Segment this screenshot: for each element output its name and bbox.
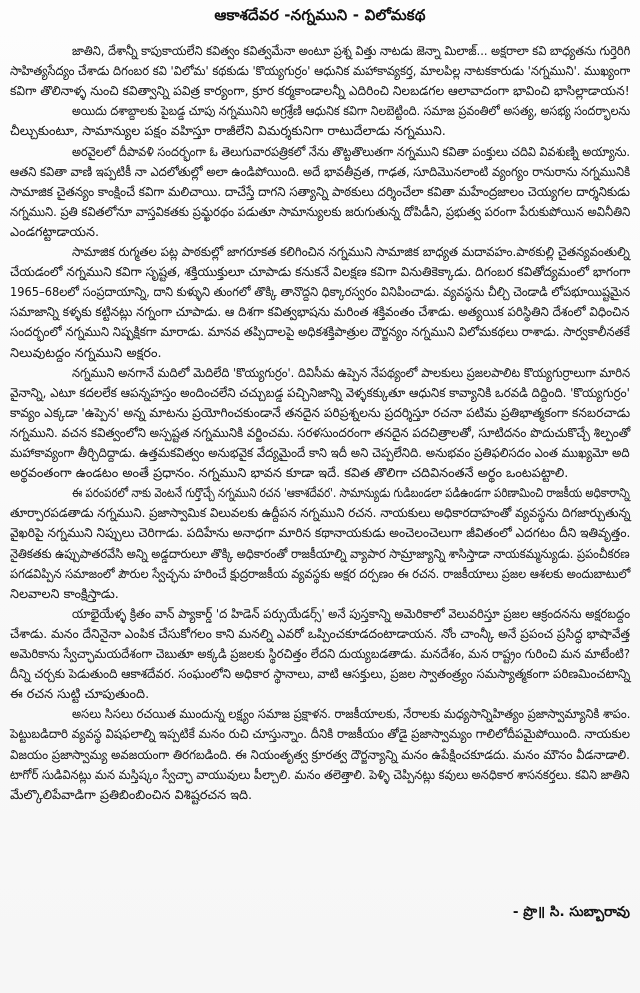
- text-line: వైనాన్ని, ఎటూ కదలలేక ఆపన్నహస్తం అందించలేని చచ్చుబడ్డ పచ్చినిజాన్ని వెళ్ళకక్కుతూ ఆధునిక కావ్యానికి ఒరవడి దిద్దింది. 'కొయ్యగుర్రం': [10, 385, 630, 401]
- text-line: టాగోర్ సుడివినట్లు మన మస్తిష్కం స్వేచ్ఛా వాయువులు పీల్చాలి. మనం తలెత్తాలి. పెళ్ళి చెప్పినట్లు కవులు అనధికార శాసనకర్తలు. కవిని జాతిని: [10, 767, 630, 783]
- text-line: సందర్భంలో నగ్నముని నిష్పక్షికగా మారాడు. మానవ తప్పిదాలపై అధికశక్తిపాత్రుల దౌర్జన్యం నగ్నముని విలోమకథలు రాశాడు. సార్వకాలీనతకే: [10, 325, 630, 341]
- text-line: నిలువుటద్దం నగ్నముని అక్షరం.: [10, 345, 162, 361]
- text-line: తూర్పారపడతాడు నగ్నముని. ప్రజాస్వామిక విలువలకు ఉద్దీపన నగ్నముని రచన. నాయకులు అధికారదాహంతో వ్యవస్థను దిగజార్చుతున్న: [10, 506, 631, 522]
- text-line: సమాజాన్ని కళ్ళకు కట్టినట్లు నగ్నంగా చూపాడు. ఆ దిశగా కవిత్వభాషను మరింత శక్తివంతం చేశాడు. అత్యయిక పరిస్థితిని దేశంలో విధించిన: [10, 305, 630, 321]
- text-line: దీన్ని చర్చకు పెడుతుంది ఆకాశదేవర. సంఘంలోని అధికార స్థానాలు, వాటి ఆసక్తులు, ప్రజల స్వాతంత్ర్యం సమస్యాత్మకంగా పరిణమించటాన్ని: [10, 667, 631, 683]
- text-line: నగ్నముని అనగానే మదిలో మెదిలేది 'కొయ్యగుర్రం'. దివిసీమ ఉప్పెన నేపథ్యంలో పాలకులు ప్రజలపాలిట కొయ్యగుర్రాలుగా మారిన: [72, 365, 631, 381]
- text-line: యాభైయేళ్ళ క్రితం వాన్ ప్యాకార్డ్ 'ద హిడెన్ పర్సుయేడర్స్' అనే పుస్తకాన్ని అమెరికాలో వెలువరిస్తూ ప్రజల ఆక్రందనను అక్షరబద్దం: [72, 606, 631, 622]
- text-line: నగ్నముని. ప్రతి కవితలోనూ వాస్తవికతకు ప్రమ్ఖరథం పడుతూ సామాన్యులకు జరుగుతున్న దోపిడీని, ప్రభుత్వ పరంగా పేరుకుపోయిన అవినీతిని: [10, 204, 631, 220]
- text-line: చేశాడు. మనం దేనినైనా ఎంపిక చేసుకోగలం కాని మనల్ని ఎవరో ఒప్పించకూడదంటాడాయన. నోం చాంన్కీ అనే ప్రపంచ ప్రసిద్ధ భాషావేత్త: [10, 626, 630, 642]
- text-line: కవిగా తొలినాళ్ళ నుంచి కవిత్వాన్ని పవిత్ర కార్యంగా, క్రూర కర్మకాండాలన్నీ ఎదిరించి నిలబడగల ఆలావాదంగా భావించి భాసిల్లాడాయన!: [10, 84, 630, 100]
- text-line: జాతిని, దేశాన్నీ కాపుకాయలేని కవిత్వం కవిత్వమేనా అంటూ ప్రశ్న విత్తు నాటడు జెన్నా మిలాజ్... అక్షరాలా కవి బాధ్యతను గుర్తెరిగి: [72, 44, 631, 59]
- text-line: చీల్చుకుంటూ, సామాన్యుల పక్షం వహిస్తూ రాజీలేని విమర్శకునిగా రాటుదేలాడు నగ్నముని.: [10, 124, 446, 140]
- text-line: వైఖరిపై నగ్నముని నిప్పులు చెరిగాడు. పదిహేను అనాధగా మారిన కథానాయకుడు అంచెలంచెలుగా జీవితంలో ఎదగటం దీని ఇతివృత్తం.: [10, 526, 631, 542]
- text-line: కావ్యం ఎక్కడా 'ఉప్పెన' అన్న మాటను ప్రయోగించకుండానే తనదైన పరిప్రశ్నలను ప్రదర్శిస్తూ రచనా పటిమ ప్రతిభాత్మకంగా కనబరచాడు: [10, 405, 631, 421]
- text-line: ఎండగట్టాడాయన.: [10, 224, 100, 240]
- text-line: అసలు సిసలు రచయిత ముందున్న లక్ష్యం సమాజ ప్రక్షాళన. రాజకీయాలకు, నేరాలకు మధ్యసాన్నిహిత్యం ప్రజాస్వామ్యానికి శాపం.: [72, 707, 631, 723]
- text-line: ఆతని కవితా వాణి ఇప్పటికీ నా ఎదలోతుల్లో అలా ఉండిపోయింది. అదే భావతీవ్రత, గాఢత, సూదిమొనలాంటి వ్యంగ్యం రానురాను నగ్నమునికి: [10, 164, 631, 180]
- text-line: సామాజిక చైతన్యం కాంక్షించే కవిగా మలిచాయి. దాచేస్తే దాగని సత్యాన్ని పాఠకులు దర్శించేలా కవితా మహేంద్రజాలం చెయ్యగల దార్శనికుడు: [10, 184, 630, 200]
- text-line: నైతికతకు ఉప్పుపాతరవేసి అన్ని అడ్డదారులూ తొక్కి అధికారంతో రాజకీయాల్ని వ్యాపార సామ్రాజ్యాన్ని శాసిస్తాడా నాయకమ్మన్యుడు. ప్రపంచీకరణ: [10, 546, 630, 562]
- text-line: పెట్టుబడిదారి వ్యవస్థ విషఫలాల్ని ఇప్పటికే మనం రుచి చూస్తున్నాం. దీనికి రాజకీయం తోడై ప్రజాస్వామ్యం గాలిలోదీపమైపోయింది. నాయకుల: [10, 727, 630, 743]
- text-line: అర్థవంతంగా ఉండటం అంతే ప్రధానం. నగ్నముని భావన కూడా ఇదే. కవిత తొలిగా చదివినంతనే అర్థం ఒంటపట్టాలి.: [10, 466, 569, 482]
- text-line: మేల్కొలిపేవాడిగా ప్రతిబింబించిన విశిష్టరచన ఇది.: [10, 787, 253, 803]
- text-line: ఈ రచన సుట్టి చూపుతుంది.: [10, 687, 150, 703]
- text-line: నగ్నముని. వచన కవిత్వంలోని అస్పష్టత నగ్నమునికి వర్జించమ. సరళసుందరంగా తనదైన పదచిత్రాలతో, సూటిదనం పొదుచుకొచ్చే శిల్పంతో: [10, 425, 631, 441]
- document-title: ఆకాశదేవర -నగ్నముని - విలోమకథ: [214, 6, 426, 24]
- text-line: ఈ పరంపరలో నాకు వెంటనే గుర్తొచ్చే నగ్నముని రచన 'ఆకాశదేవర'. సామాన్యుడు గుడిబండలా పడిఉండగా పరిణామించి రాజకీయ అధికారాన్ని: [72, 486, 630, 502]
- text-line: నిలవాలని కాంక్షిస్తాడు.: [10, 586, 119, 602]
- text-line: అమెరికాను స్వేచ్ఛామయదేశంగా చెబుతూ అక్కడి ప్రజలకు స్థిరచిత్తం లేదని దుయ్యబడతాడు. మనదేశం, మన రాష్ట్రం గురించి మన మాటేంటి?: [10, 647, 631, 662]
- author-signature: - ప్రొ॥ సి. సుబ్బారావు: [512, 904, 630, 920]
- text-line: పగడవిప్పిన సమాజంలో పౌరుల స్వేచ్ఛను హరించే క్షుద్రరాజకీయ వ్యవస్థకు అక్షర దర్పణం ఈ రచన. రాజకీయాలు ప్రజల ఆశలకు అందుబాటులో: [10, 566, 631, 582]
- text-line: అరవైలలో దీపావళి సందర్భంగా ఓ తెలుగువారపత్రికలో నేను తొట్టతొలుతగా నగ్నముని కవితా పంక్తులు చదివి వివశుణ్ని అయ్యాను.: [72, 144, 630, 160]
- text-line: విజయం ప్రజాస్వామ్య అవజయంగా తిరగబడింది. ఈ నియంతృత్వ క్రూరత్వ దౌర్జన్యాన్ని మనం ఉపేక్షించకూడదు. మనం మౌనం వీడనాడాలి.: [10, 747, 630, 763]
- text-line: సామాజిక రుగ్మతల పట్ల పాఠకుల్లో జాగరూకత కలిగించిన నగ్నముని సామాజిక బాధ్యత మదావహం.పాఠకుల్లి చైతన్యవంతుల్ని: [72, 245, 630, 260]
- text-line: అయిదు దశాబ్దాలకు పైబడ్డ చూపు నగ్నమునిని అగ్రశ్రేణి ఆధునిక కవిగా నిలబెట్టింది. సమాజ ప్రవంతిలో అసత్య, అసభ్య సందర్భాలను: [72, 104, 631, 120]
- text-line: 1965–68లలో సంప్రదాయాన్ని, దాని కుళ్ళుని తుంగలో తొక్కి తానొద్దని ధిక్కారస్వరం వినిపించాడు. వ్యవస్థను చీల్చి చెండాడి లోపభూయిష్టమైన: [10, 285, 631, 301]
- text-line: సాహిత్యసేద్యం చేశాడు దిగంబర కవి 'విలోమ' కథకుడు 'కొయ్యగుర్రం' ఆధునిక మహాకావ్యకర్త, మాలపిల్ల నాటకకారుడు 'నగ్నముని'. ముఖ్యంగా: [10, 64, 631, 80]
- text-line: మహాకావ్యంగా తీర్చిదిద్దాడు. ఉత్తమకవిత్వం అనుభవైక వేద్యమైందే కాని ఇదీ అని చెప్పలేనిది. అనుభవం ప్రతిఫలిసదం ఎంత ముఖ్యమో అది: [10, 446, 630, 461]
- text-line: చేయడంలో నగ్నముని కవిగా సృష్టత, శక్తియుక్తులూ చూపాడు కనుకనే విలక్షణ కవిగా వినుతికెక్కాడు. దిగంబర కవితోద్యమంలో భాగంగా: [10, 265, 631, 281]
